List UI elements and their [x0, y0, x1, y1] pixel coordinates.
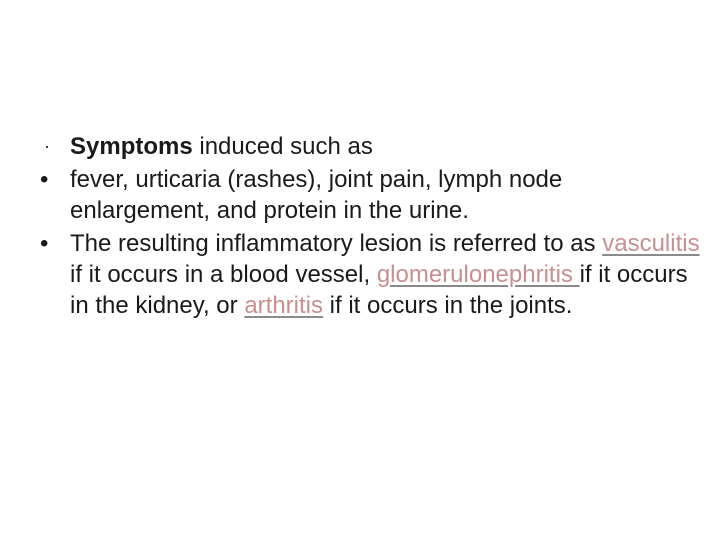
bullet-symptom-list	[40, 164, 700, 226]
lesion-text-3: if it occurs in the kidney, or	[70, 261, 688, 319]
bullet-symptoms	[40, 131, 700, 162]
term-arthritis[interactable]: arthritis	[244, 292, 324, 319]
bullet-inflammatory-lesion	[40, 228, 700, 321]
term-vasculitis[interactable]: vasculitis	[602, 230, 700, 257]
bullet-marker: •	[40, 230, 49, 257]
bullet-marker: •	[40, 166, 49, 193]
bullet-list	[40, 131, 700, 323]
symptom-list-text: fever, urticaria (rashes), joint pain, lymph node enlargement, and protein in the urine.	[70, 166, 563, 224]
bullet-marker: ·	[44, 136, 50, 156]
lesion-text-2: if it occurs in a blood vessel,	[70, 261, 377, 288]
lesion-text-1: The resulting inflammatory lesion is referred to as	[70, 230, 603, 257]
term-glomerulonephritis[interactable]: glomerulonephritis	[376, 261, 580, 288]
lesion-text-4: if it occurs in the joints.	[323, 292, 573, 319]
symptoms-label: Symptoms	[70, 133, 193, 160]
symptoms-text: induced such as	[192, 133, 373, 160]
